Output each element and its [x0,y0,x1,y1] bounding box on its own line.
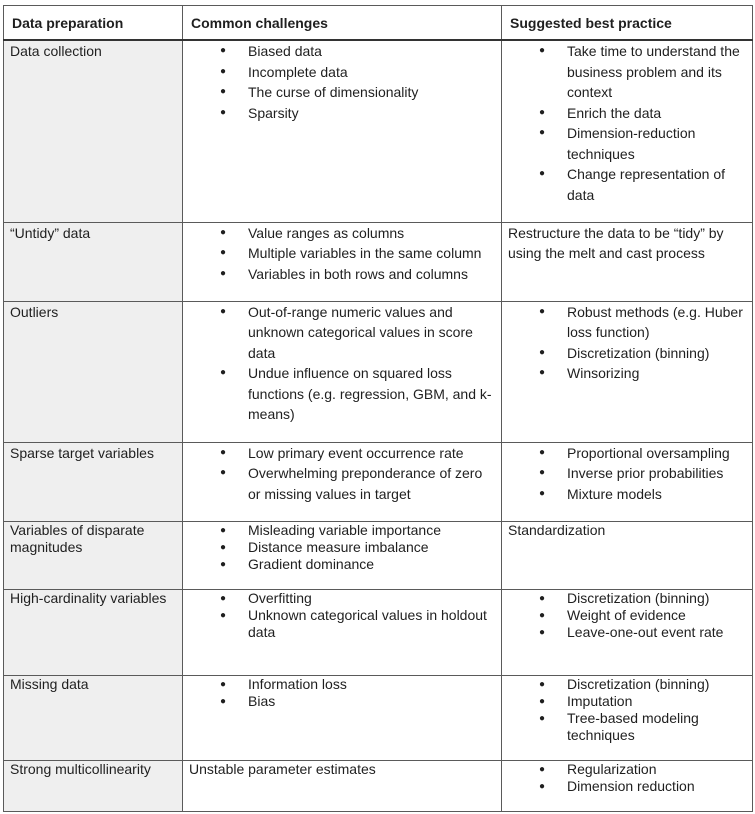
table-row [4,442,753,521]
table-header-row [4,6,753,41]
challenges-cell [183,675,502,760]
row-label: High-cardinality variables [4,589,183,675]
list-item: ● Out-of-range numeric values and unknown categorical values in score data [189,302,495,364]
list-item: ● Incomplete data [189,62,495,83]
practices-cell [502,40,753,222]
list-item: ● Sparsity [189,103,495,124]
list-item: ● Unknown categorical values in holdout data [189,607,495,641]
list-item: ● Proportional oversampling [508,443,746,464]
practices-cell [502,301,753,442]
table-row [4,521,753,589]
list-item: ● Undue influence on squared loss functions (e.g. regression, GBM, and k-means) [189,363,495,425]
practices-cell [502,521,753,589]
list-item: ● Bias [189,693,495,710]
table-row [4,675,753,760]
list-item: ● Multiple variables in the same column [189,243,495,264]
list-item: ● Dimension-reduction techniques [508,123,746,164]
list-item: ● Discretization (binning) [508,676,746,693]
list-item: ● Discretization (binning) [508,343,746,364]
challenges-cell [183,589,502,675]
list-item: ● Overwhelming preponderance of zero or missing values in target [189,463,495,504]
challenges-cell [183,760,502,811]
table-row [4,589,753,675]
header-common-challenges: Common challenges [183,6,502,41]
practices-cell [502,675,753,760]
list-item: ● Take time to understand the business problem and its context [508,41,746,103]
practices-cell [502,442,753,521]
list-item: ● Change representation of data [508,164,746,205]
challenges-cell [183,521,502,589]
row-label: Data collection [4,40,183,222]
list-item: ● Robust methods (e.g. Huber loss function) [508,302,746,343]
list-item: ● Misleading variable importance [189,522,495,539]
list-item: ● Value ranges as columns [189,223,495,244]
list-item: ● Enrich the data [508,103,746,124]
list-item: ● The curse of dimensionality [189,82,495,103]
challenges-cell [183,40,502,222]
header-suggested-best-practice: Suggested best practice [502,6,753,41]
table-row [4,301,753,442]
list-item: ● Winsorizing [508,363,746,384]
practice-text: Standardization [508,521,606,538]
list-item: ● Regularization [508,761,746,778]
list-item: ● Mixture models [508,484,746,505]
row-label: Missing data [4,675,183,760]
practices-cell [502,222,753,301]
row-label: Sparse target variables [4,442,183,521]
list-item: ● Overfitting [189,590,495,607]
practice-text: Restructure the data to be “tidy” by using the melt and cast process [508,224,724,261]
list-item: ● Inverse prior probabilities [508,463,746,484]
list-item: ● Distance measure imbalance [189,539,495,556]
table-row [4,222,753,301]
practices-cell [502,760,753,811]
challenges-cell [183,222,502,301]
table-row [4,760,753,811]
table-row [4,40,753,222]
practices-cell [502,589,753,675]
list-item: ● Variables in both rows and columns [189,264,495,285]
challenge-text: Unstable parameter estimates [189,760,376,777]
data-preparation-table [3,5,753,812]
row-label: Outliers [4,301,183,442]
challenges-cell [183,301,502,442]
header-data-preparation: Data preparation [4,6,183,41]
challenges-cell [183,442,502,521]
row-label: Strong multicollinearity [4,760,183,811]
list-item: ● Low primary event occurrence rate [189,443,495,464]
list-item: ● Weight of evidence [508,607,746,624]
row-label: “Untidy” data [4,222,183,301]
list-item: ● Gradient dominance [189,556,495,573]
list-item: ● Dimension reduction [508,778,746,795]
list-item: ● Biased data [189,41,495,62]
list-item: ● Imputation [508,693,746,710]
list-item: ● Information loss [189,676,495,693]
list-item: ● Discretization (binning) [508,590,746,607]
list-item: ● Tree-based modeling techniques [508,710,746,744]
list-item: ● Leave-one-out event rate [508,624,746,641]
row-label: Variables of disparate magnitudes [4,521,183,589]
